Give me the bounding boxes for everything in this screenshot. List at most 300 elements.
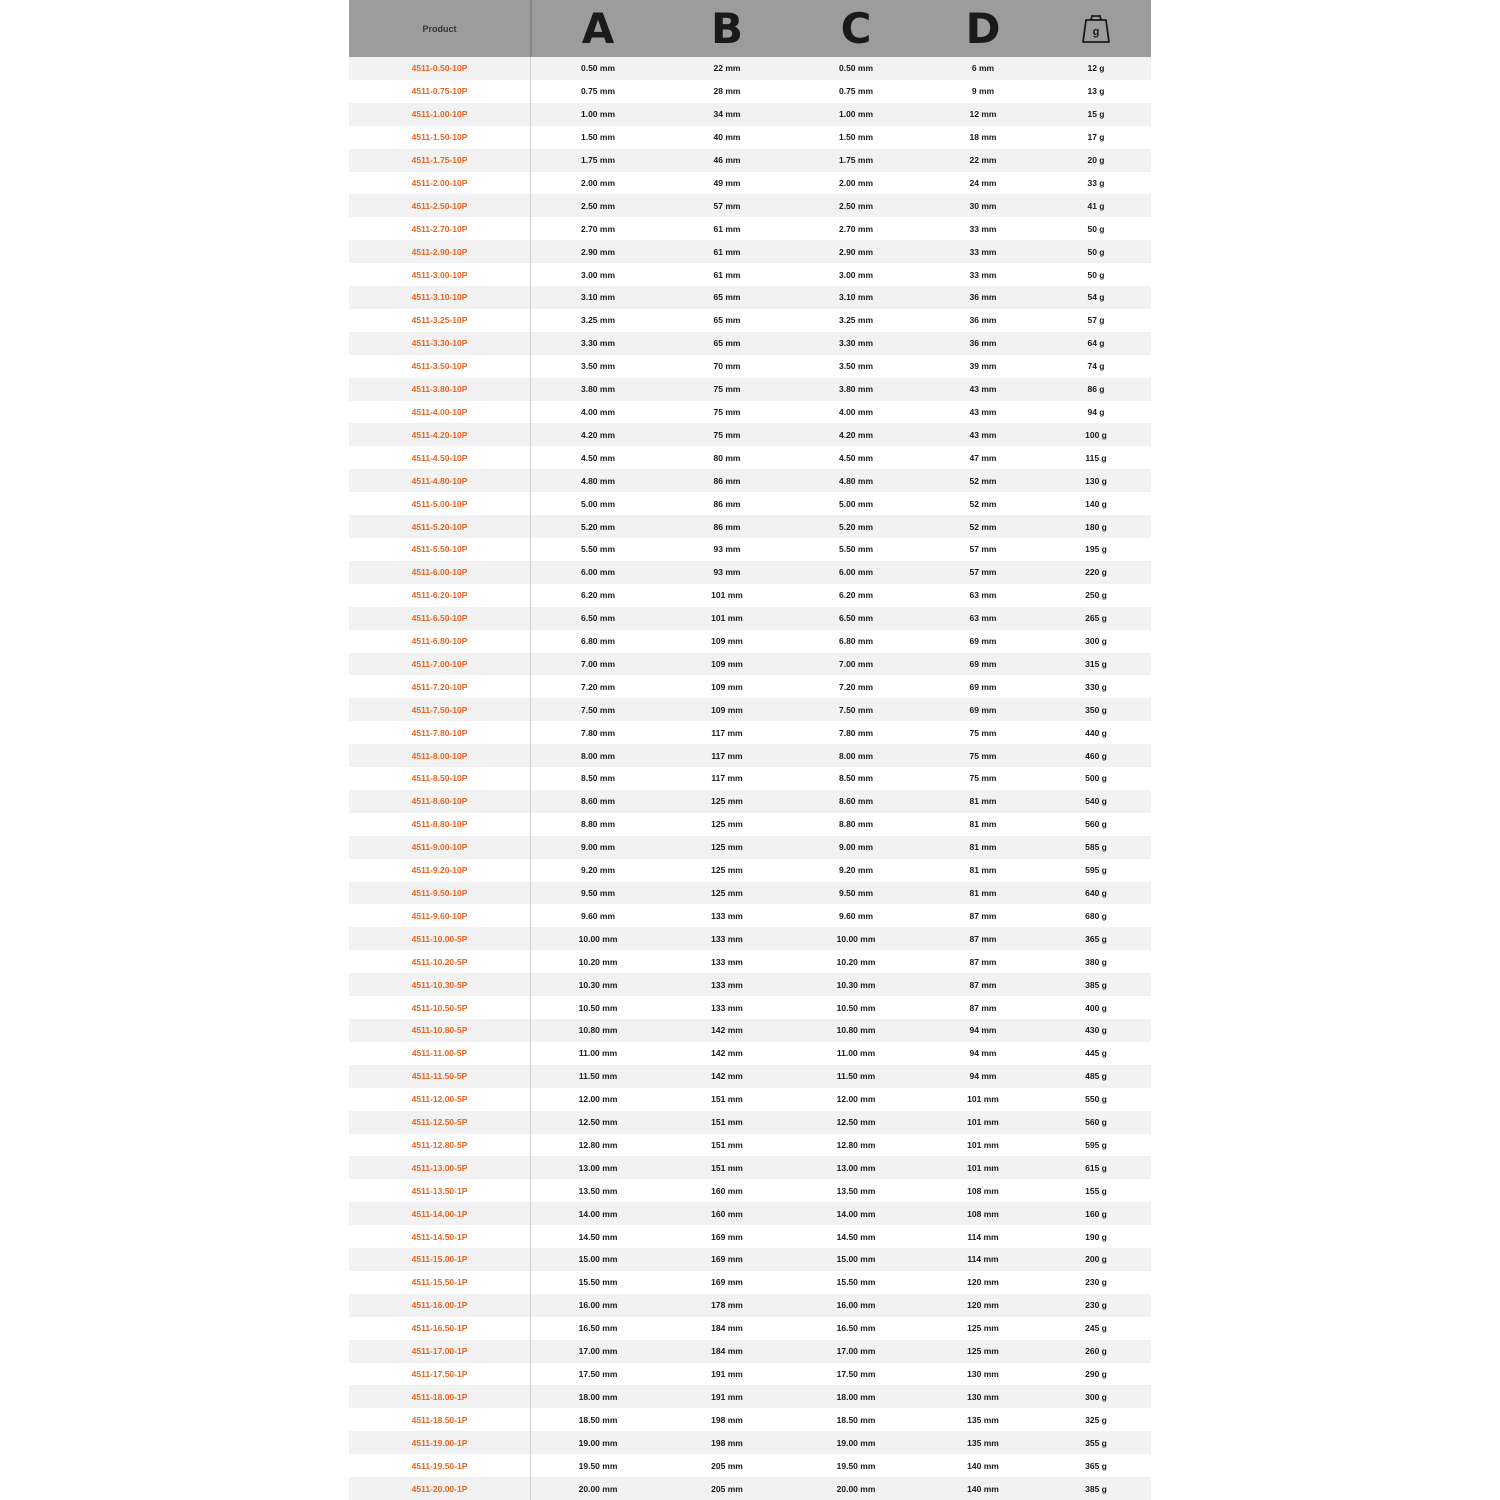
cell-weight: 500 g (1085, 773, 1107, 784)
cell-d: 94 mm (969, 1071, 997, 1082)
cell-d: 140 mm (967, 1483, 999, 1494)
cell-product: 4511-7.20-10P (411, 681, 468, 692)
cell-b: 184 mm (711, 1323, 743, 1334)
cell-product: 4511-4.80-10P (411, 475, 468, 486)
cell-weight: 365 g (1085, 933, 1107, 944)
cell-product: 4511-0.75-10P (411, 86, 468, 97)
cell-d: 101 mm (967, 1162, 999, 1173)
cell-b: 109 mm (711, 681, 743, 692)
cell-weight: 550 g (1085, 1094, 1107, 1105)
cell-a: 2.90 mm (580, 246, 616, 257)
table-row (349, 1294, 1151, 1317)
cell-c: 19.00 mm (836, 1437, 876, 1448)
cell-c: 2.90 mm (838, 246, 874, 257)
cell-a: 16.50 mm (578, 1323, 618, 1334)
cell-d: 52 mm (969, 475, 997, 486)
cell-b: 191 mm (711, 1391, 743, 1402)
table-row (349, 1385, 1151, 1408)
cell-product: 4511-5.50-10P (411, 544, 468, 555)
cell-a: 7.80 mm (580, 727, 616, 738)
table-row (349, 859, 1151, 882)
cell-b: 142 mm (711, 1071, 743, 1082)
cell-product: 4511-13.00-5P (411, 1162, 468, 1173)
cell-c: 16.50 mm (836, 1323, 876, 1334)
cell-a: 5.50 mm (580, 544, 616, 555)
cell-product: 4511-9.00-10P (411, 842, 468, 853)
table-row (349, 1202, 1151, 1225)
cell-d: 81 mm (969, 888, 997, 898)
cell-a: 10.00 mm (578, 933, 618, 944)
cell-weight: 560 g (1085, 819, 1107, 830)
cell-c: 0.75 mm (838, 86, 874, 97)
cell-c: 13.00 mm (836, 1162, 876, 1173)
cell-d: 33 mm (969, 269, 997, 280)
cell-weight: 430 g (1085, 1025, 1107, 1036)
table-row (349, 904, 1151, 927)
cell-a: 17.50 mm (578, 1369, 618, 1379)
cell-weight: 140 g (1085, 498, 1107, 509)
cell-b: 125 mm (711, 796, 743, 807)
cell-product: 4511-15.50-1P (411, 1277, 468, 1288)
cell-d: 69 mm (969, 636, 997, 647)
cell-d: 94 mm (969, 1048, 997, 1059)
cell-product: 4511-16.00-1P (411, 1300, 468, 1311)
cell-c: 14.50 mm (836, 1231, 876, 1242)
cell-d: 30 mm (969, 200, 997, 211)
cell-a: 9.60 mm (580, 910, 616, 921)
table-row (349, 103, 1151, 126)
cell-product: 4511-9.20-10P (411, 865, 468, 876)
cell-c: 10.20 mm (836, 956, 876, 967)
cell-b: 28 mm (713, 86, 741, 97)
cell-product: 4511-1.00-10P (411, 109, 468, 120)
cell-b: 75 mm (713, 429, 741, 440)
table-row (349, 607, 1151, 630)
cell-a: 7.50 mm (580, 704, 616, 715)
cell-weight: 595 g (1085, 1139, 1107, 1150)
cell-b: 117 mm (711, 750, 743, 761)
cell-b: 169 mm (711, 1231, 743, 1242)
cell-b: 22 mm (713, 63, 741, 74)
cell-weight: 315 g (1085, 658, 1107, 669)
table-row (349, 561, 1151, 584)
cell-b: 160 mm (711, 1185, 743, 1196)
cell-b: 117 mm (711, 727, 743, 738)
cell-c: 12.50 mm (836, 1117, 876, 1128)
cell-d: 81 mm (969, 842, 997, 853)
table-row (349, 1179, 1151, 1202)
cell-product: 4511-18.50-1P (411, 1414, 468, 1425)
cell-a: 4.50 mm (580, 452, 616, 463)
table-row (349, 790, 1151, 813)
cell-weight: 260 g (1085, 1346, 1107, 1357)
table-row (349, 630, 1151, 653)
cell-weight: 615 g (1085, 1162, 1107, 1173)
cell-a: 10.30 mm (578, 979, 618, 990)
cell-c: 3.50 mm (838, 361, 874, 372)
cell-product: 4511-2.90-10P (411, 246, 468, 257)
cell-c: 10.00 mm (836, 933, 876, 944)
table-row (349, 149, 1151, 172)
cell-c: 20.00 mm (836, 1483, 876, 1494)
table-row (349, 1225, 1151, 1248)
table-row (349, 423, 1151, 446)
cell-d: 101 mm (967, 1117, 999, 1128)
cell-product: 4511-17.00-1P (411, 1346, 468, 1357)
cell-a: 5.00 mm (580, 498, 616, 509)
weight-icon (1049, 0, 1143, 57)
cell-a: 13.50 mm (578, 1185, 618, 1196)
cell-product: 4511-2.70-10P (411, 223, 468, 234)
cell-d: 24 mm (969, 177, 997, 188)
table-row (349, 1317, 1151, 1340)
cell-d: 75 mm (969, 773, 997, 784)
cell-c: 4.00 mm (838, 407, 874, 417)
cell-b: 142 mm (711, 1048, 743, 1059)
table-row (349, 80, 1151, 103)
cell-d: 75 mm (969, 727, 997, 738)
cell-b: 142 mm (711, 1025, 743, 1036)
cell-c: 14.00 mm (836, 1208, 876, 1219)
cell-product: 4511-18.00-1P (411, 1391, 468, 1402)
cell-product: 4511-6.50-10P (411, 613, 468, 624)
table-row (349, 1477, 1151, 1500)
cell-weight: 585 g (1085, 842, 1107, 853)
cell-b: 65 mm (713, 292, 741, 303)
table-row (349, 1408, 1151, 1431)
cell-c: 3.00 mm (838, 269, 874, 280)
cell-a: 4.00 mm (580, 407, 616, 417)
cell-b: 57 mm (713, 200, 741, 211)
cell-weight: 440 g (1085, 727, 1107, 738)
cell-weight: 365 g (1085, 1460, 1107, 1471)
cell-product: 4511-2.50-10P (411, 200, 468, 211)
cell-product: 4511-7.00-10P (411, 658, 468, 669)
cell-b: 205 mm (711, 1483, 743, 1494)
header-col-b: B (710, 4, 743, 53)
cell-c: 18.50 mm (836, 1414, 876, 1425)
header-product: Product (422, 23, 457, 34)
table-row (349, 1363, 1151, 1386)
cell-b: 169 mm (711, 1254, 743, 1265)
cell-c: 17.00 mm (836, 1346, 876, 1357)
table-row (349, 263, 1151, 286)
cell-weight: 385 g (1085, 979, 1107, 990)
cell-a: 15.50 mm (578, 1277, 618, 1288)
cell-d: 130 mm (967, 1391, 999, 1402)
cell-product: 4511-17.50-1P (411, 1369, 468, 1379)
cell-c: 0.50 mm (838, 63, 874, 74)
cell-c: 3.80 mm (838, 384, 874, 395)
cell-c: 7.00 mm (838, 658, 874, 669)
cell-a: 12.80 mm (578, 1139, 618, 1150)
cell-product: 4511-20.00-1P (411, 1483, 468, 1494)
column-divider (530, 57, 531, 1500)
cell-b: 117 mm (711, 773, 743, 784)
table-row (349, 469, 1151, 492)
cell-c: 8.50 mm (838, 773, 874, 784)
cell-weight: 20 g (1087, 155, 1105, 166)
cell-c: 6.20 mm (838, 590, 874, 601)
cell-b: 93 mm (713, 544, 741, 555)
cell-d: 47 mm (969, 452, 997, 463)
cell-a: 6.80 mm (580, 636, 616, 647)
cell-d: 69 mm (969, 658, 997, 669)
cell-b: 46 mm (713, 155, 741, 166)
cell-a: 4.80 mm (580, 475, 616, 486)
cell-c: 7.20 mm (838, 681, 874, 692)
cell-weight: 57 g (1087, 315, 1105, 326)
cell-b: 49 mm (713, 177, 741, 188)
cell-product: 4511-3.50-10P (411, 361, 468, 372)
cell-weight: 220 g (1085, 567, 1107, 578)
cell-c: 13.50 mm (836, 1185, 876, 1196)
cell-weight: 41 g (1087, 200, 1105, 211)
cell-product: 4511-4.20-10P (411, 429, 468, 440)
table-row (349, 240, 1151, 263)
cell-b: 34 mm (713, 109, 741, 120)
table-row (349, 1019, 1151, 1042)
cell-b: 61 mm (713, 269, 741, 280)
table-row (349, 286, 1151, 309)
cell-product: 4511-6.00-10P (411, 567, 468, 578)
cell-weight: 155 g (1085, 1185, 1107, 1196)
cell-product: 4511-19.50-1P (411, 1460, 468, 1471)
cell-d: 75 mm (969, 750, 997, 761)
cell-product: 4511-8.50-10P (411, 773, 468, 784)
cell-d: 36 mm (969, 315, 997, 326)
cell-b: 191 mm (711, 1369, 743, 1379)
cell-product: 4511-13.50-1P (411, 1185, 468, 1196)
cell-c: 1.75 mm (838, 155, 874, 166)
cell-c: 3.10 mm (838, 292, 874, 303)
cell-d: 120 mm (967, 1300, 999, 1311)
cell-product: 4511-8.00-10P (411, 750, 468, 761)
cell-a: 8.00 mm (580, 750, 616, 761)
cell-c: 2.70 mm (838, 223, 874, 234)
cell-a: 14.00 mm (578, 1208, 618, 1219)
cell-d: 125 mm (967, 1346, 999, 1357)
table-row (349, 767, 1151, 790)
cell-b: 133 mm (711, 933, 743, 944)
cell-b: 205 mm (711, 1460, 743, 1471)
cell-weight: 540 g (1085, 796, 1107, 807)
cell-product: 4511-10.20-5P (411, 956, 468, 967)
cell-d: 63 mm (969, 590, 997, 601)
cell-c: 8.60 mm (838, 796, 874, 807)
cell-product: 4511-5.00-10P (411, 498, 468, 509)
cell-weight: 355 g (1085, 1437, 1107, 1448)
cell-b: 125 mm (711, 819, 743, 830)
cell-c: 12.80 mm (836, 1139, 876, 1150)
cell-a: 10.50 mm (578, 1002, 618, 1013)
cell-c: 17.50 mm (836, 1369, 876, 1379)
cell-product: 4511-9.60-10P (411, 910, 468, 921)
cell-a: 14.50 mm (578, 1231, 618, 1242)
cell-weight: 300 g (1085, 636, 1107, 647)
cell-weight: 115 g (1085, 452, 1107, 463)
cell-c: 6.50 mm (838, 613, 874, 624)
cell-d: 52 mm (969, 498, 997, 509)
cell-c: 5.00 mm (838, 498, 874, 509)
cell-d: 120 mm (967, 1277, 999, 1288)
cell-b: 151 mm (711, 1094, 743, 1105)
cell-d: 52 mm (969, 521, 997, 532)
cell-a: 3.25 mm (580, 315, 616, 326)
cell-weight: 74 g (1087, 361, 1105, 372)
cell-c: 9.20 mm (838, 865, 874, 876)
cell-b: 178 mm (711, 1300, 743, 1311)
cell-a: 3.00 mm (580, 269, 616, 280)
table-row (349, 355, 1151, 378)
table-row (349, 675, 1151, 698)
cell-b: 86 mm (713, 475, 741, 486)
cell-product: 4511-4.50-10P (411, 452, 468, 463)
table-row (349, 1431, 1151, 1454)
cell-weight: 12 g (1087, 63, 1105, 74)
cell-d: 135 mm (967, 1414, 999, 1425)
cell-product: 4511-12.00-5P (411, 1094, 468, 1105)
cell-weight: 200 g (1085, 1254, 1107, 1265)
cell-a: 0.75 mm (580, 86, 616, 97)
table-row (349, 332, 1151, 355)
table-row (349, 836, 1151, 859)
cell-weight: 64 g (1087, 338, 1105, 349)
cell-d: 43 mm (969, 384, 997, 395)
cell-b: 65 mm (713, 338, 741, 349)
table-row (349, 813, 1151, 836)
cell-product: 4511-5.20-10P (411, 521, 468, 532)
cell-b: 75 mm (713, 407, 741, 417)
cell-weight: 640 g (1085, 888, 1107, 898)
cell-product: 4511-3.10-10P (411, 292, 468, 303)
cell-b: 101 mm (711, 613, 743, 624)
cell-c: 2.50 mm (838, 200, 874, 211)
cell-weight: 195 g (1085, 544, 1107, 555)
cell-b: 198 mm (711, 1414, 743, 1425)
cell-c: 18.00 mm (836, 1391, 876, 1402)
cell-a: 6.50 mm (580, 613, 616, 624)
cell-b: 169 mm (711, 1277, 743, 1288)
cell-product: 4511-11.00-5P (411, 1048, 468, 1059)
cell-a: 6.00 mm (580, 567, 616, 578)
cell-product: 4511-10.00-5P (411, 933, 468, 944)
cell-d: 43 mm (969, 429, 997, 440)
cell-a: 15.00 mm (578, 1254, 618, 1265)
table-row (349, 401, 1151, 424)
cell-a: 1.75 mm (580, 155, 616, 166)
cell-d: 140 mm (967, 1460, 999, 1471)
cell-weight: 250 g (1085, 590, 1107, 601)
cell-weight: 460 g (1085, 750, 1107, 761)
cell-a: 5.20 mm (580, 521, 616, 532)
cell-weight: 445 g (1085, 1048, 1107, 1059)
cell-d: 69 mm (969, 704, 997, 715)
cell-a: 9.50 mm (580, 888, 616, 898)
cell-product: 4511-10.50-5P (411, 1002, 468, 1013)
cell-product: 4511-3.25-10P (411, 315, 468, 326)
table-row (349, 882, 1151, 905)
cell-d: 22 mm (969, 155, 997, 166)
cell-d: 87 mm (969, 979, 997, 990)
cell-weight: 180 g (1085, 521, 1107, 532)
cell-weight: 86 g (1087, 384, 1105, 395)
cell-product: 4511-7.80-10P (411, 727, 468, 738)
cell-product: 4511-3.80-10P (411, 384, 468, 395)
cell-d: 36 mm (969, 292, 997, 303)
cell-c: 8.00 mm (838, 750, 874, 761)
table-row (349, 653, 1151, 676)
cell-c: 7.50 mm (838, 704, 874, 715)
table-row (349, 1088, 1151, 1111)
cell-a: 1.50 mm (580, 132, 616, 143)
cell-b: 61 mm (713, 223, 741, 234)
table-row (349, 744, 1151, 767)
cell-b: 70 mm (713, 361, 741, 372)
cell-c: 19.50 mm (836, 1460, 876, 1471)
cell-weight: 680 g (1085, 910, 1107, 921)
cell-d: 81 mm (969, 865, 997, 876)
cell-weight: 130 g (1085, 475, 1107, 486)
table-row (349, 126, 1151, 149)
cell-weight: 385 g (1085, 1483, 1107, 1494)
table-row (349, 1111, 1151, 1134)
cell-b: 151 mm (711, 1117, 743, 1128)
cell-b: 125 mm (711, 888, 743, 898)
cell-a: 7.00 mm (580, 658, 616, 669)
cell-d: 101 mm (967, 1094, 999, 1105)
cell-a: 12.00 mm (578, 1094, 618, 1105)
cell-d: 39 mm (969, 361, 997, 372)
cell-d: 87 mm (969, 910, 997, 921)
table-row (349, 1065, 1151, 1088)
cell-c: 1.50 mm (838, 132, 874, 143)
cell-a: 6.20 mm (580, 590, 616, 601)
cell-d: 135 mm (967, 1437, 999, 1448)
cell-product: 4511-19.00-1P (411, 1437, 468, 1448)
cell-weight: 17 g (1087, 132, 1105, 143)
cell-b: 184 mm (711, 1346, 743, 1357)
cell-d: 87 mm (969, 956, 997, 967)
cell-d: 36 mm (969, 338, 997, 349)
table-row (349, 172, 1151, 195)
cell-b: 133 mm (711, 956, 743, 967)
cell-weight: 290 g (1085, 1369, 1107, 1379)
cell-d: 69 mm (969, 681, 997, 692)
cell-b: 101 mm (711, 590, 743, 601)
cell-b: 160 mm (711, 1208, 743, 1219)
cell-a: 8.50 mm (580, 773, 616, 784)
table-row (349, 927, 1151, 950)
cell-weight: 54 g (1087, 292, 1105, 303)
cell-product: 4511-4.00-10P (411, 407, 468, 417)
cell-c: 4.20 mm (838, 429, 874, 440)
cell-b: 65 mm (713, 315, 741, 326)
cell-product: 4511-9.50-10P (411, 888, 468, 898)
table-row (349, 1340, 1151, 1363)
header-col-a: A (581, 4, 615, 53)
cell-d: 81 mm (969, 796, 997, 807)
cell-weight: 190 g (1085, 1231, 1107, 1242)
cell-a: 7.20 mm (580, 681, 616, 692)
cell-d: 94 mm (969, 1025, 997, 1036)
cell-a: 1.00 mm (580, 109, 616, 120)
table-row (349, 515, 1151, 538)
cell-a: 20.00 mm (578, 1483, 618, 1494)
cell-product: 4511-6.80-10P (411, 636, 468, 647)
cell-a: 9.00 mm (580, 842, 616, 853)
cell-d: 114 mm (967, 1231, 999, 1242)
